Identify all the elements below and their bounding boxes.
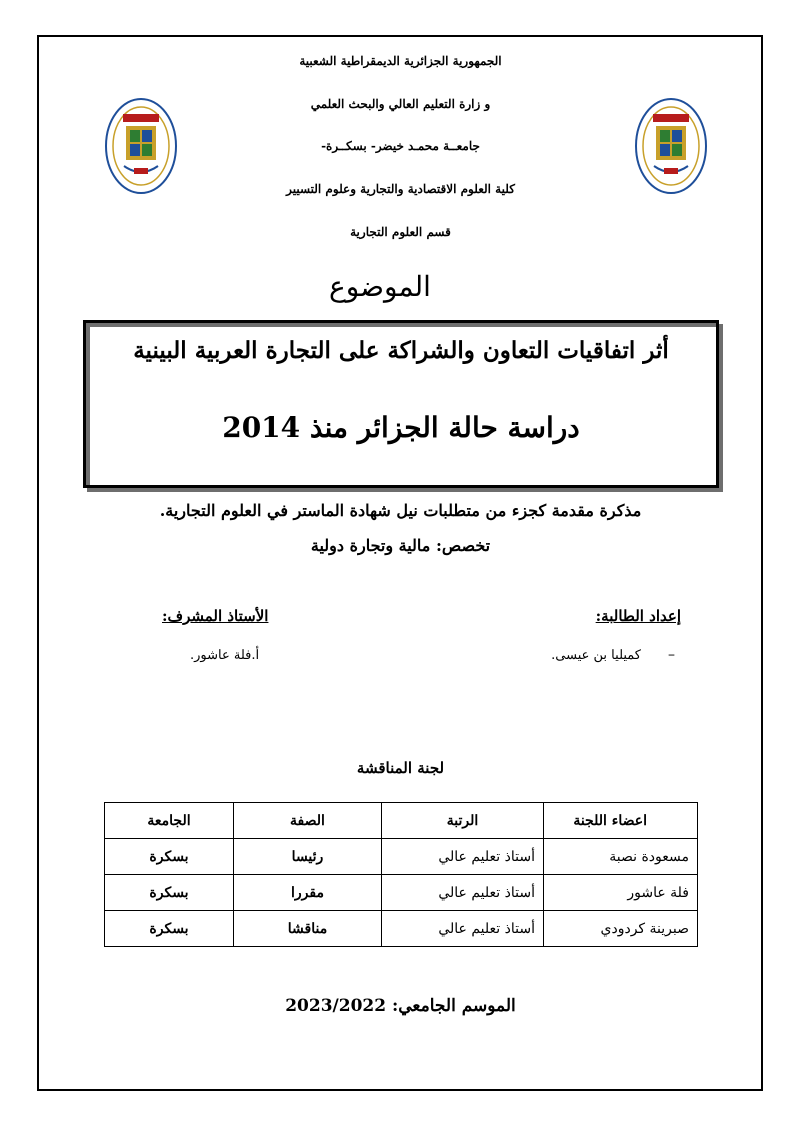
member-name: مسعودة نصبة (544, 839, 698, 875)
thesis-subtitle: دراسة حالة الجزائر منذ 2014 (222, 411, 580, 444)
student-dash: – (668, 647, 675, 663)
header-role: الصفة (234, 803, 382, 839)
academic-season: الموسم الجامعي: 2023/2022 (285, 996, 516, 1016)
member-rank: أستاذ تعليم عالي (382, 911, 544, 947)
header-university: جامعــة محمـد خيضر- بسكــرة- (321, 139, 480, 153)
table-row (105, 911, 698, 947)
thesis-title: أثر اتفاقيات التعاون والشراكة على التجارة العربية البينية (133, 337, 669, 364)
member-role: مقررا (234, 875, 382, 911)
student-name: كميليا بن عيسى. (551, 648, 641, 663)
member-rank: أستاذ تعليم عالي (382, 839, 544, 875)
memo-statement: مذكرة مقدمة كجزء من متطلبات نيل شهادة الماستر في العلوم التجارية. (159, 501, 642, 520)
table-header-row (105, 803, 698, 839)
header-department: قسم العلوم التجارية (350, 225, 451, 239)
header-republic: الجمهورية الجزائرية الديمقراطية الشعبية (299, 54, 502, 68)
header-rank: الرتبة (382, 803, 544, 839)
member-university: بسكرة (105, 875, 234, 911)
university-emblem-icon-left (104, 96, 178, 196)
member-name: صبرينة كردودي (544, 911, 698, 947)
member-role: رئيسا (234, 839, 382, 875)
header-ministry: و زارة التعليم العالي والبحث العلمي (310, 97, 491, 111)
member-rank: أستاذ تعليم عالي (382, 875, 544, 911)
member-university: بسكرة (105, 839, 234, 875)
table-row (105, 839, 698, 875)
student-label: إعداد الطالبة: (595, 607, 681, 625)
member-university: بسكرة (105, 911, 234, 947)
header-members: اعضاء اللجنة (544, 803, 698, 839)
title-box (83, 320, 719, 488)
header-university: الجامعة (105, 803, 234, 839)
committee-title: لجنة المناقشة (356, 759, 445, 777)
specialization: تخصص: مالية وتجارة دولية (310, 536, 491, 555)
committee-table (104, 802, 698, 947)
table-row (105, 875, 698, 911)
university-emblem-icon-right (634, 96, 708, 196)
supervisor-name: أ.فلة عاشور. (190, 648, 260, 663)
header-faculty: كلية العلوم الاقتصادية والتجارية وعلوم التسيير (286, 182, 515, 196)
subject-label: الموضوع (329, 270, 431, 303)
supervisor-label: الأستاذ المشرف: (162, 607, 269, 625)
member-name: فلة عاشور (544, 875, 698, 911)
member-role: مناقشا (234, 911, 382, 947)
